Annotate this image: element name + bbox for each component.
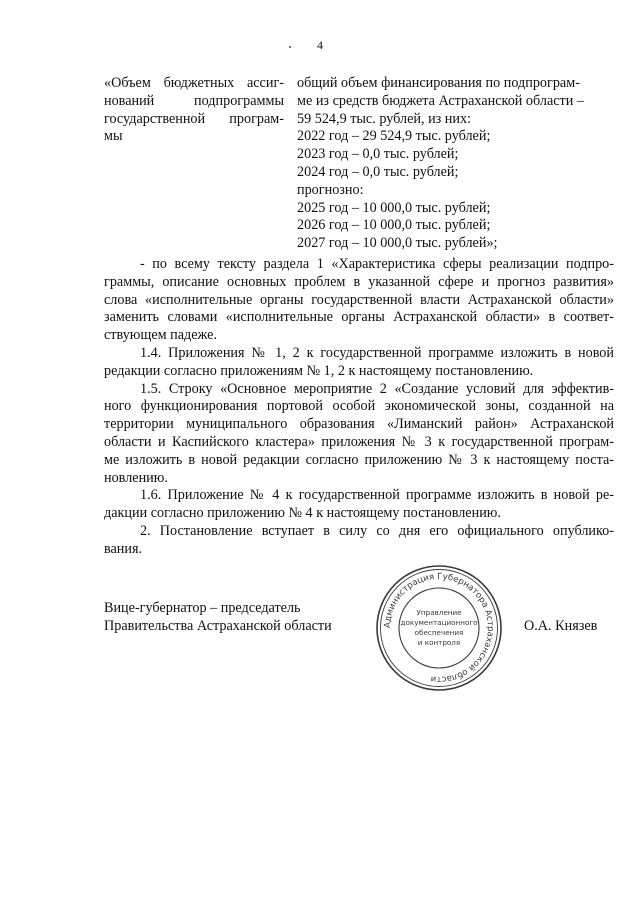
text-line: 1.4. Приложения № 1, 2 к государственной программе изложить в новой xyxy=(140,344,614,361)
stamp-outer-text: Администрация Губернатора Астраханской области xyxy=(382,571,496,685)
table-row-label xyxy=(104,75,284,146)
text-line: дакции согласно приложению № 4 к настоящему постановлению. xyxy=(104,505,501,522)
label-line: государственной програм- xyxy=(104,110,284,127)
text-line: граммы, описание основных проблем в указанной сфере и прогноз развития» xyxy=(104,273,614,290)
text-line: области и Каспийского кластера» приложения № 3 к государственной програм- xyxy=(104,433,614,450)
text-line: 1.6. Приложение № 4 к государственной программе изложить в новой ре- xyxy=(140,487,614,504)
page-number: 4 xyxy=(317,38,323,52)
text-line: - по всему тексту раздела 1 «Характеристика сферы реализации подпро- xyxy=(140,256,614,272)
paragraph-1-5 xyxy=(104,381,614,488)
stamp-inner-line: Управление xyxy=(416,608,462,617)
value-line: общий объем финансирования по подпрограм- xyxy=(297,75,580,91)
value-line: ме из средств бюджета Астраханской области – xyxy=(297,92,584,109)
value-line: 2022 год – 29 524,9 тыс. рублей; xyxy=(297,128,491,145)
stamp-inner-line: и контроля xyxy=(417,638,461,647)
value-line: 2026 год – 10 000,0 тыс. рублей; xyxy=(297,217,491,234)
stamp-inner-line: обеспечения xyxy=(414,628,464,637)
signatory-title-line: Вице-губернатор – председатель xyxy=(104,600,301,616)
text-line: 1.5. Строку «Основное мероприятие 2 «Создание условий для эффектив- xyxy=(140,380,614,397)
scan-speck xyxy=(289,46,291,48)
label-line: нований подпрограммы xyxy=(104,92,284,109)
official-stamp xyxy=(374,563,504,693)
paragraph-text-replacement xyxy=(104,256,614,345)
paragraph-1-6 xyxy=(104,487,614,523)
text-line: заменить словами «исполнительные органы Астраханской области» в соответ- xyxy=(104,309,614,326)
text-line: территории муниципального образования «Лиманский район» Астраханской xyxy=(104,416,614,433)
paragraph-1-4 xyxy=(104,345,614,381)
value-line: 2024 год – 0,0 тыс. рублей; xyxy=(297,163,459,180)
text-line: новлению. xyxy=(104,469,168,486)
text-line: 2. Постановление вступает в силу со дня его официального опублико- xyxy=(140,522,614,539)
text-line: вания. xyxy=(104,540,143,557)
signatory-title xyxy=(104,600,332,636)
value-line: 2023 год – 0,0 тыс. рублей; xyxy=(297,146,459,163)
table-row-value xyxy=(297,75,614,253)
value-line: 2027 год – 10 000,0 тыс. рублей»; xyxy=(297,235,498,252)
text-line: ме изложить в новой редакции согласно приложению № 3 к настоящему поста- xyxy=(104,451,614,468)
value-line: 2025 год – 10 000,0 тыс. рублей; xyxy=(297,199,491,216)
document-body xyxy=(104,256,614,559)
text-line: слова «исполнительные органы государственной власти Астраханской области» xyxy=(104,291,614,308)
stamp-inner-line: документационного xyxy=(400,618,478,627)
text-line: ного функционирования портовой особой экономической зоны, созданной на xyxy=(104,398,614,415)
signatory-title-line: Правительства Астраханской области xyxy=(104,617,332,634)
label-line: «Объем бюджетных ассиг- xyxy=(104,75,284,91)
value-line: 59 524,9 тыс. рублей, из них: xyxy=(297,110,472,127)
signatory-name: О.А. Князев xyxy=(524,618,598,634)
paragraph-2 xyxy=(104,523,614,559)
text-line: редакции согласно приложениям № 1, 2 к настоящему постановлению. xyxy=(104,362,534,379)
text-line: ствующем падеже. xyxy=(104,327,218,344)
value-line: прогнозно: xyxy=(297,181,364,198)
label-line: мы xyxy=(104,128,123,145)
